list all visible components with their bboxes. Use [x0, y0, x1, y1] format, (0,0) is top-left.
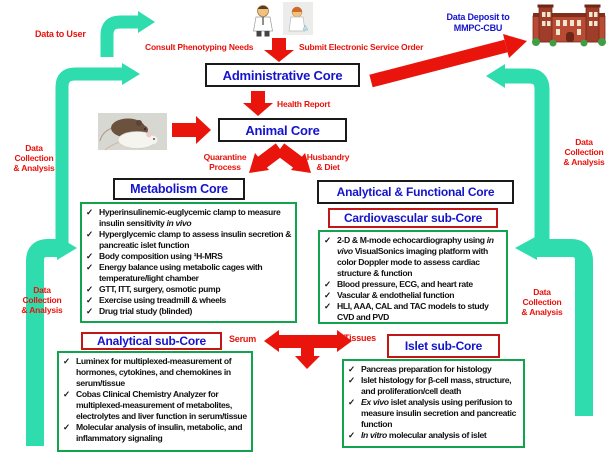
building-icon	[532, 5, 606, 47]
metabolism-core-title: Metabolism Core	[130, 182, 228, 196]
check-icon: ✓	[86, 262, 93, 272]
check-icon: ✓	[324, 301, 331, 311]
analytical-sub-checklist	[57, 351, 253, 452]
check-icon: ✓	[348, 397, 355, 407]
check-icon: ✓	[348, 375, 355, 385]
checklist-item-text: 2-D & M-mode echocardiography using in vivo VisualSonics imaging platform with color Doppler mode to assess cardiac structure & function	[337, 235, 494, 278]
checklist-item-text: Molecular analysis of insulin, metabolic, and inflammatory signaling	[76, 422, 243, 443]
checklist-item-text: Exercise using treadmill & wheels	[99, 295, 226, 305]
data-collection-label-left-lower: Data Collection & Analysis	[21, 285, 63, 315]
checklist-item	[348, 430, 520, 441]
arrow-right-lower	[515, 236, 584, 416]
animal-core-box	[218, 118, 347, 142]
checklist-item-text: Energy balance using metabolic cages with temperature/light chamber	[99, 262, 263, 283]
checklist-item	[324, 290, 503, 301]
checklist-item-text: Islet histology for β-cell mass, structure, and proliferation/cell death	[361, 375, 512, 396]
checklist-item	[86, 262, 292, 284]
analytical-functional-core-box	[317, 180, 514, 204]
administrative-core-title: Administrative Core	[222, 67, 343, 83]
administrative-core-box	[205, 63, 360, 87]
check-icon: ✓	[324, 235, 331, 245]
submit-order-label: Submit Electronic Service Order	[299, 42, 424, 52]
checklist-item	[348, 375, 520, 397]
checklist-item-text: Hyperinsulinemic-euglycemic clamp to measure insulin sensitivity in vivo	[99, 207, 281, 228]
check-icon: ✓	[324, 290, 331, 300]
check-icon: ✓	[63, 389, 70, 399]
checklist-item	[324, 301, 503, 323]
consult-label: Consult Phenotyping Needs	[145, 42, 254, 52]
checklist-item	[86, 251, 292, 262]
checklist-item-text: Pancreas preparation for histology	[361, 364, 492, 374]
checklist-item-text: Cobas Clinical Chemistry Analyzer for multiplexed-measurement of metabolites, electrolytes and liver function in serum/tissue	[76, 389, 247, 421]
animal-core-title: Animal Core	[245, 122, 320, 138]
husbandry-label: Husbandry & Diet	[306, 152, 350, 172]
checklist-item-text: HLI, AAA, CAL and TAC models to study CVD and PVD	[337, 301, 489, 322]
checklist-item	[348, 397, 520, 430]
checklist-item-text: Ex vivo islet analysis using perifusion to measure insulin secretion and pancreatic function	[361, 397, 517, 429]
analytical-sub-core-box	[81, 332, 222, 350]
checklist-item-text: Blood pressure, ECG, and heart rate	[337, 279, 473, 289]
mice-photo	[98, 113, 167, 150]
data-to-user-label: Data to User	[35, 29, 86, 39]
quarantine-label: Quarantine Process	[203, 152, 247, 172]
metabolism-checklist	[80, 202, 297, 323]
arrow-consult-down	[264, 38, 294, 62]
scientist-icon	[283, 2, 313, 35]
checklist-item-text: Drug trial study (blinded)	[99, 306, 193, 316]
checklist-item-text: Vascular & endothelial function	[337, 290, 455, 300]
data-collection-label-right-lower: Data Collection & Analysis	[521, 287, 563, 317]
islet-sub-checklist	[342, 359, 525, 448]
serum-label: Serum	[229, 334, 257, 344]
cardiovascular-sub-core-title: Cardiovascular sub-Core	[343, 211, 483, 225]
check-icon: ✓	[63, 356, 70, 366]
check-icon: ✓	[86, 229, 93, 239]
check-icon: ✓	[348, 430, 355, 440]
checklist-item	[86, 207, 292, 229]
check-icon: ✓	[86, 251, 93, 261]
data-collection-label-right-upper: Data Collection & Analysis	[563, 137, 605, 167]
tissues-label: Tissues	[344, 333, 376, 343]
analytical-sub-core-title: Analytical sub-Core	[97, 334, 206, 348]
islet-sub-core-title: Islet sub-Core	[404, 339, 483, 353]
checklist-item	[86, 306, 292, 317]
checklist-item-text: GTT, ITT, surgery, osmotic pump	[99, 284, 221, 294]
checklist-item	[63, 356, 248, 389]
checklist-item-text: Body composition using ¹H-MRS	[99, 251, 223, 261]
analytical-functional-core-title: Analytical & Functional Core	[336, 185, 495, 199]
doctor-icon	[254, 6, 273, 37]
arrow-serum-tissues	[264, 330, 352, 369]
cardiovascular-checklist	[318, 230, 508, 324]
islet-sub-core-box	[387, 334, 500, 358]
check-icon: ✓	[86, 295, 93, 305]
checklist-item	[324, 279, 503, 290]
check-icon: ✓	[63, 422, 70, 432]
check-icon: ✓	[86, 306, 93, 316]
health-report-label: Health Report	[277, 99, 331, 109]
metabolism-core-box	[113, 178, 245, 200]
check-icon: ✓	[324, 279, 331, 289]
checklist-item-text: In vitro molecular analysis of islet	[361, 430, 487, 440]
checklist-item	[63, 389, 248, 422]
cardiovascular-sub-core-box	[328, 208, 498, 228]
checklist-item	[348, 364, 520, 375]
check-icon: ✓	[348, 364, 355, 374]
checklist-item-text: Hyperglycemic clamp to assess insulin secretion & pancreatic islet function	[99, 229, 292, 250]
checklist-item-text: Luminex for multiplexed-measurement of hormones, cytokines, and chemokines in serum/tissue	[76, 356, 232, 388]
data-collection-label-left-upper: Data Collection & Analysis	[13, 143, 55, 173]
checklist-item	[86, 284, 292, 295]
checklist-item	[63, 422, 248, 444]
check-icon: ✓	[86, 284, 93, 294]
arrow-health-report-down	[243, 91, 273, 116]
checklist-item	[86, 229, 292, 251]
arrow-mice-right	[172, 116, 211, 144]
check-icon: ✓	[86, 207, 93, 217]
checklist-item	[86, 295, 292, 306]
checklist-item	[324, 235, 503, 279]
data-deposit-label: Data Deposit to MMPC-CBU	[446, 12, 510, 33]
